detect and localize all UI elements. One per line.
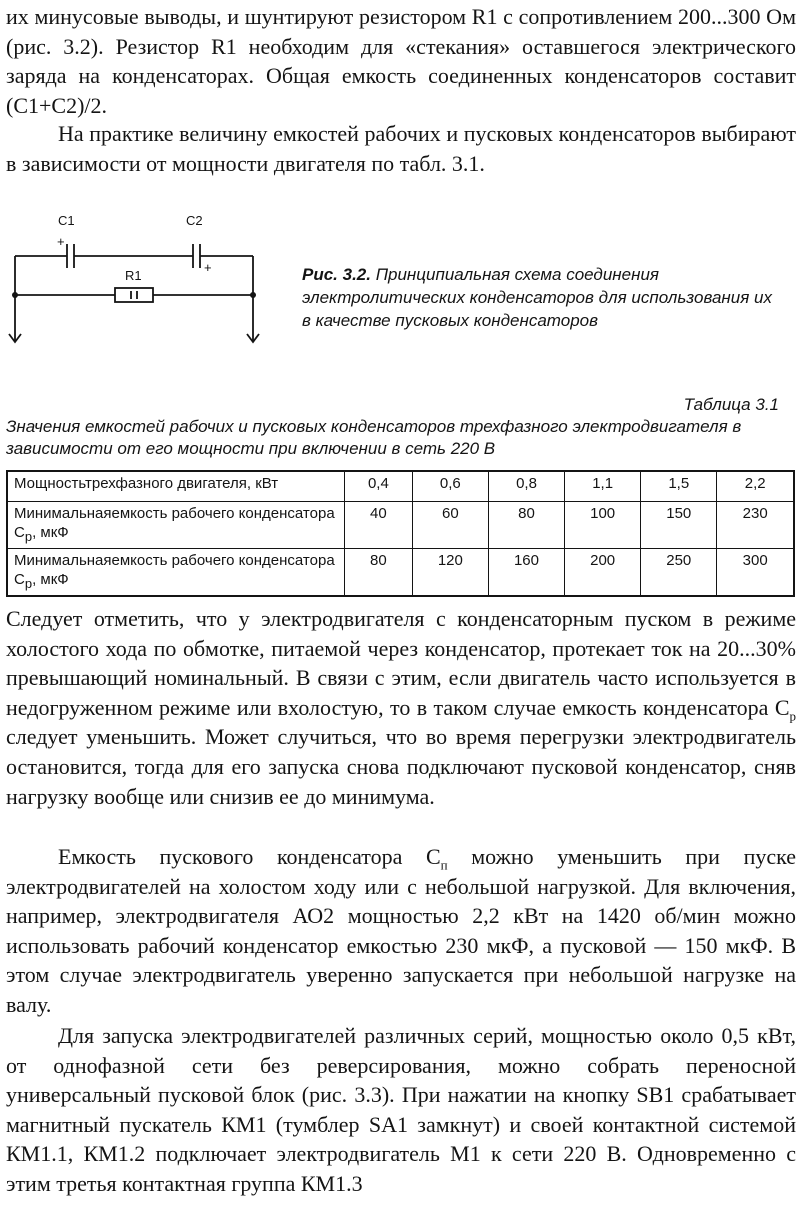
paragraph-4-text-a: Емкость пускового конденсатора С (58, 844, 441, 869)
label-plus-c1: + (57, 234, 65, 249)
table-cell: 300 (717, 549, 794, 597)
row-header-unit: , мкФ (32, 571, 69, 588)
paragraph-3-text-b: следует уменьшить. Может случиться, что во время перегрузки электродвигатель остановится, тогда для его запуска снова подключают пусковой конденсатор, сняв нагрузку вообще или снизив ее до минимума. (6, 724, 796, 809)
table-cell: 1,1 (565, 471, 641, 502)
paragraph-3-subscript: р (789, 708, 796, 724)
figure-caption (302, 263, 772, 332)
paragraph-4 (6, 842, 796, 1020)
paragraph-5: Для запуска электродвигателей различных серий, мощностью около 0,5 кВт, от однофазной сети без реверсирования, можно собрать переносной универсальный пусковой блок (рис. 3.3). При нажатии на кнопку SB1 срабатывает магнитный пускатель КМ1 (тумблер SA1 замкнут) и своей контактной системой КМ1.1, КМ1.2 подключает электродвигатель М1 к сети 220 В. Одновременно с этим третья контактная группа КМ1.3 (6, 1023, 796, 1196)
row-header-subscript: р (24, 529, 33, 544)
row-header-text: Минимальнаяемкость рабочего конденсатора С (14, 552, 335, 588)
label-c2: C2 (186, 213, 203, 228)
table-cell: 120 (412, 549, 488, 597)
table-cell: 0,6 (412, 471, 488, 502)
table-row (7, 549, 794, 597)
label-r1: R1 (125, 268, 142, 283)
paragraph-3-text-a: Следует отметить, что у электродвигателя с конденсаторным пуском в режиме холостого хода по обмотке, питаемой через конденсатор, протекает ток на 20...30% превышающий номинальный. В связи с этим, если двигатель часто используется в недогруженном режиме или вхолостую, то в таком случае емкость конденсатора С (6, 606, 796, 720)
table-cell: 250 (641, 549, 717, 597)
table-cell: 160 (488, 549, 564, 597)
table-cell: 2,2 (717, 471, 794, 502)
paragraph-2: На практике величину емкостей рабочих и пусковых конденсаторов выбирают в зависимости от мощности двигателя по табл. 3.1. (6, 121, 796, 176)
row-header-text: Минимальнаяемкость рабочего конденсатора С (14, 505, 335, 541)
label-c1: C1 (58, 213, 75, 228)
row-header: Мощностьтрехфазного двигателя, кВт (7, 471, 345, 502)
table-cell: 1,5 (641, 471, 717, 502)
junction-right (250, 292, 256, 298)
table-cell: 0,8 (488, 471, 564, 502)
table-cell: 150 (641, 502, 717, 549)
paragraph-1: их минусовые выводы, и шунтируют резистором R1 с сопротивлением 200...300 Ом (рис. 3.2). Резистор R1 необходим для «стекания» оставшегося электрического заряда на конденсаторах. Общая емкость соединенных конденсаторов составит (С1+С2)/2. (6, 4, 796, 118)
figure-caption-text: Принципиальная схема соединения электролитических конденсаторов для использования их в качестве пусковых конденсаторов (302, 265, 772, 330)
table-cell: 60 (412, 502, 488, 549)
table-cell: 0,4 (345, 471, 413, 502)
paragraph-4-text-b: можно уменьшить при пуске электродвигателей на холостом ходу или с небольшой нагрузкой. Для включения, например, электродвигателя АО2 мощностью 2,2 кВт на 1420 об/мин можно использовать рабочий конденсатор емкостью 230 мкФ, а пусковой — 150 мкФ. В этом случае электродвигатель уверенно запускается при небольшой нагрузке на валу. (6, 844, 797, 1017)
table-cell: 100 (565, 502, 641, 549)
junction-left (12, 292, 18, 298)
row-header (7, 502, 345, 549)
table-cell: 230 (717, 502, 794, 549)
table-cell: 200 (565, 549, 641, 597)
figure-caption-number: Рис. 3.2. (302, 265, 371, 284)
row-header (7, 549, 345, 597)
row-header-unit: , мкФ (32, 524, 69, 541)
capacitance-table (6, 470, 795, 597)
table-title: Значения емкостей рабочих и пусковых конденсаторов трехфазного электродвигателя в зависимости от его мощности при включении в сеть 220 В (6, 417, 742, 458)
table-cell: 80 (488, 502, 564, 549)
table-row (7, 471, 794, 502)
paragraph-3 (6, 604, 796, 811)
table-number: Таблица 3.1 (683, 395, 779, 414)
label-plus-c2: + (204, 260, 212, 275)
resistor-r1 (115, 288, 153, 302)
circuit-diagram (0, 200, 290, 360)
table-cell: 40 (345, 502, 413, 549)
table-cell: 80 (345, 549, 413, 597)
table-row (7, 502, 794, 549)
row-header-subscript: р (24, 576, 33, 591)
paragraph-4-subscript: п (440, 857, 448, 873)
